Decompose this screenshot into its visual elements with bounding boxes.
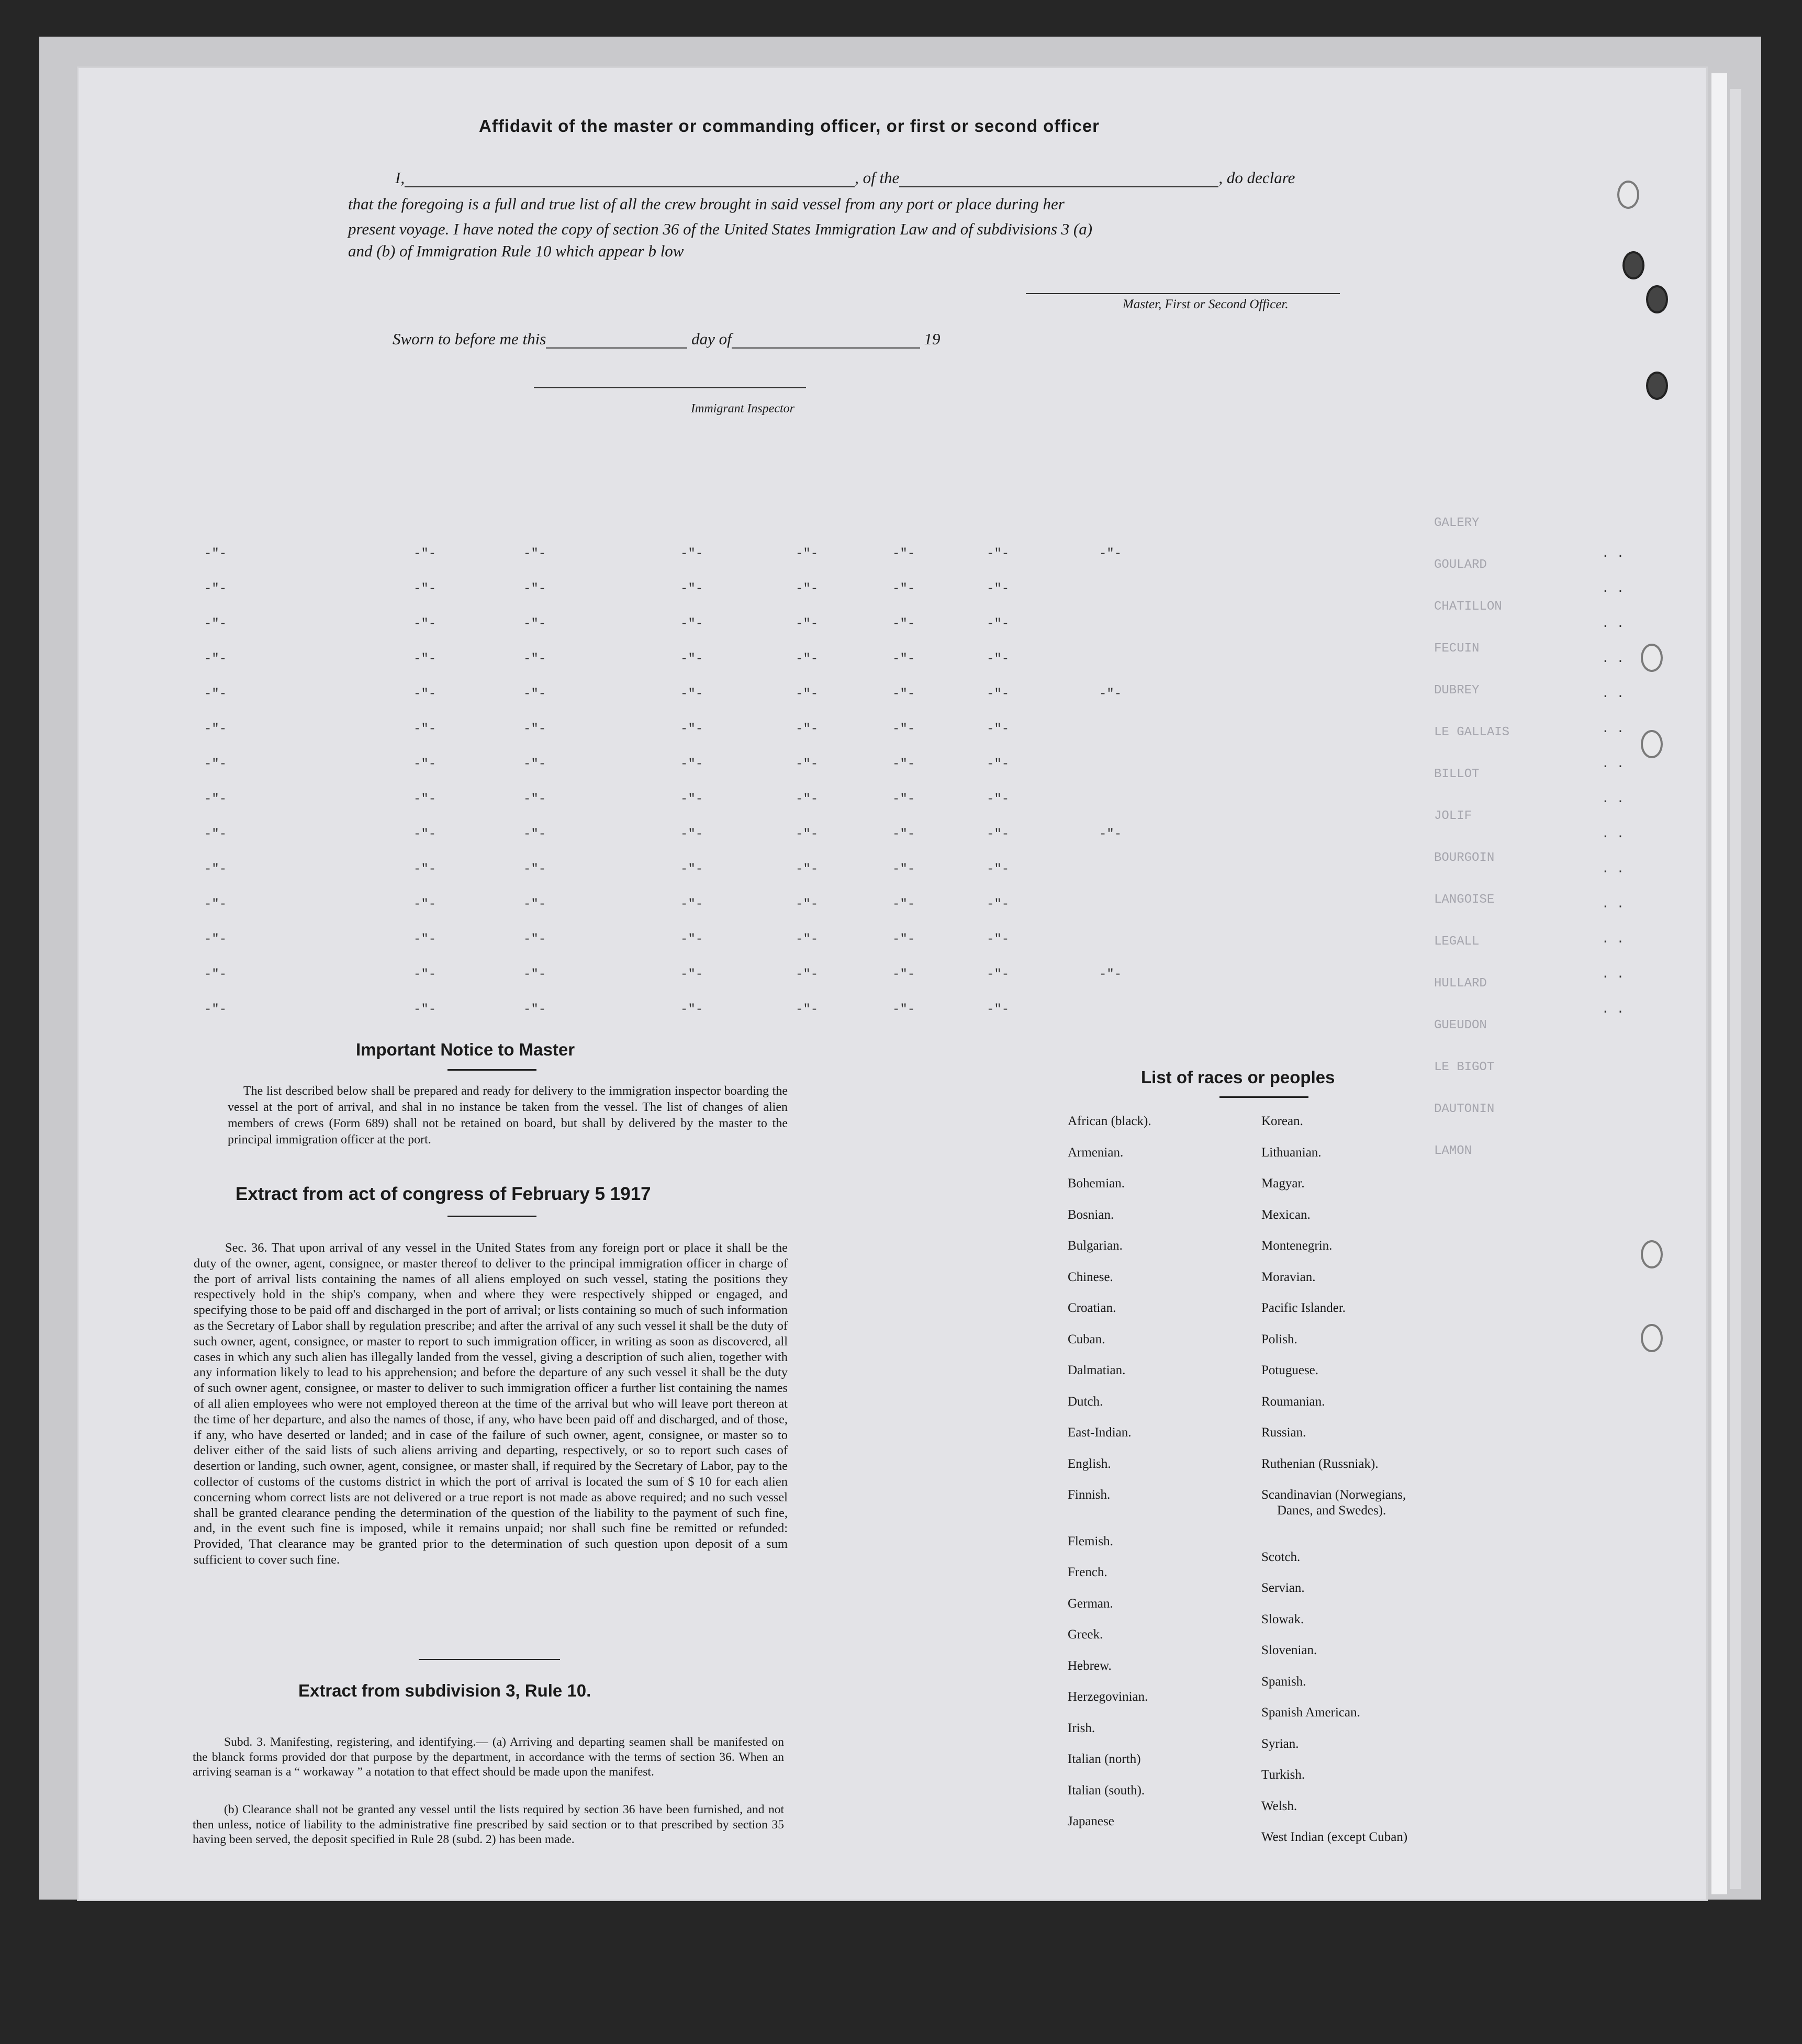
row-marker: . . — [1602, 547, 1625, 561]
ditto-mark: -"- — [892, 792, 915, 806]
race-item: Finnish. — [1068, 1488, 1111, 1502]
race-item: Roumanian. — [1261, 1394, 1325, 1409]
ditto-mark: -"- — [680, 792, 703, 806]
row-marker: . . — [1602, 617, 1625, 631]
ditto-mark: -"- — [523, 1003, 546, 1017]
extract1-text: Sec. 36. That upon arrival of any vessel in the United States from any foreign port or place it shall be the duty of the owner, agent, consignee, or master thereof to deliver to the principal immigration officer in charge of the port of arrival lists containing the names of all aliens employed on such vessel, stating the positions they respectively hold in the ship's company, when and where they were respectively shipped or engaged, and specifying those to be paid off and discharged in the port of arrival; or lists containing so much of such information as the Secretary of Labor shall by regulation prescribe; and after the arrival of any such vessel it shall be the duty of such owner, agent, consignee, or master to report to such immigration officer, in writing as soon as discovered, all cases in which any such alien has illegally landed from the vessel, giving a description of such alien, together with any information likely to lead to his apprehension; and before the departure of any such vessel it shall be the duty of such owner agent, consignee, or master to deliver to such immigration officer a further list containing the names of all alien employees who were not employed thereon at the time of the arrival but who will leave port thereon at the time of her departure, and also the names of those, if any, who have been paid off and discharged, and of those, if any, who have deserted or landed; and in case of the failure of such owner, agent, consignee, or master so to deliver either of the said lists of such aliens arriving and departing, respectively, or so to report such cases of desertion or landing, such owner, agent, consignee, or master shall, if required by the Secretary of Labor, pay to the collector of customs of the customs district in which the port of arrival is located the sum of $ 10 for each alien concerning whom correct lists are not delivered or a true report is not made as above required; and no such vessel shall be granted clearance pending the determination of the question of the liability to the payment of such fine, and, in the event such fine is imposed, while it remains unpaid; nor shall such fine be remitted or refunded: Provided, That clearance may be granted prior to the determination of such question upon deposit of a sum sufficient to cover such fine. — [194, 1241, 788, 1567]
notice-rule — [447, 1069, 536, 1071]
row-marker: . . — [1602, 827, 1625, 841]
race-item: Ruthenian (Russniak). — [1261, 1456, 1379, 1471]
race-item: Turkish. — [1261, 1768, 1305, 1782]
race-item: West Indian (except Cuban) — [1261, 1830, 1408, 1844]
race-item: Herzegovinian. — [1068, 1690, 1148, 1704]
ditto-mark: -"- — [680, 862, 703, 877]
race-item: Bosnian. — [1068, 1207, 1114, 1222]
race-item: Polish. — [1261, 1332, 1297, 1346]
ditto-mark: -"- — [204, 1003, 227, 1017]
affidavit-line-1 — [395, 169, 1295, 187]
ditto-mark: -"- — [523, 933, 546, 947]
affidavit-line-3: present voyage. I have noted the copy of section 36 of the United States Immigration Law and of subdivisions 3 (a) — [348, 220, 1093, 238]
master-signature-line[interactable] — [1026, 293, 1340, 294]
ditto-mark: -"- — [204, 757, 227, 771]
ditto-mark: -"- — [680, 1003, 703, 1017]
row-marker: . . — [1602, 582, 1625, 596]
notice-text: The list described below shall be prepared and ready for delivery to the immigration inspector boarding the vessel at the port of arrival, and shal in no instance be taken from the vessel. The list of changes of alien members of crews (Form 689) shall not be retained on board, but shall by delivered by the master to the principal immigration officer at the port. — [228, 1084, 788, 1147]
ditto-mark: -"- — [987, 617, 1010, 631]
ditto-mark: -"- — [523, 582, 546, 596]
binder-hole — [1646, 285, 1668, 313]
ditto-mark: -"- — [892, 617, 915, 631]
race-item: French. — [1068, 1565, 1107, 1579]
ditto-mark: -"- — [796, 792, 819, 806]
binder-hole — [1641, 644, 1663, 672]
ditto-mark: -"- — [796, 933, 819, 947]
ditto-mark: -"- — [413, 547, 436, 561]
race-item: Scotch. — [1261, 1549, 1301, 1564]
ditto-mark: -"- — [204, 862, 227, 877]
row-marker: . . — [1602, 792, 1625, 806]
race-item: Spanish American. — [1261, 1705, 1360, 1720]
race-item: Montenegrin. — [1261, 1239, 1333, 1253]
ditto-mark: -"- — [1099, 827, 1122, 841]
race-item: Lithuanian. — [1261, 1145, 1322, 1160]
bleed-through-text: GALERY GOULARD CHATILLON FECUIN DUBREY LE GALLAIS BILLOT JOLIF BOURGOIN LANGOISE LEGALL HULLARD GUEUDON LE BIGOT DAUTONIN LAMON — [1434, 516, 1510, 1158]
ditto-mark: -"- — [987, 862, 1010, 877]
row-marker: . . — [1602, 757, 1625, 771]
ditto-mark: -"- — [204, 722, 227, 736]
race-item: Italian (north) — [1068, 1752, 1141, 1766]
ditto-mark: -"- — [987, 757, 1010, 771]
ditto-mark: -"- — [987, 933, 1010, 947]
race-item: Pacific Islander. — [1261, 1301, 1346, 1315]
ditto-mark: -"- — [796, 827, 819, 841]
notice-title: Important Notice to Master — [356, 1040, 575, 1059]
ditto-mark: -"- — [987, 792, 1010, 806]
race-item: Slovenian. — [1261, 1643, 1317, 1657]
race-item: Hebrew. — [1068, 1658, 1112, 1673]
binder-hole — [1646, 372, 1668, 400]
race-item: Armenian. — [1068, 1145, 1124, 1160]
race-item: Russian. — [1261, 1425, 1306, 1440]
ditto-mark: -"- — [680, 652, 703, 666]
ditto-mark: -"- — [796, 582, 819, 596]
race-item — [1068, 1519, 1151, 1534]
ditto-mark: -"- — [523, 792, 546, 806]
ditto-mark: -"- — [523, 547, 546, 561]
race-item: Scandinavian (Norwegians, — [1261, 1488, 1406, 1502]
ditto-mark: -"- — [523, 827, 546, 841]
race-item: Magyar. — [1261, 1176, 1305, 1191]
row-marker: . . — [1602, 933, 1625, 947]
ditto-mark: -"- — [204, 968, 227, 982]
ditto-mark: -"- — [204, 792, 227, 806]
race-item: Danes, and Swedes). — [1277, 1503, 1386, 1518]
binder-hole — [1617, 181, 1639, 209]
sworn-label: Sworn to before me this — [393, 330, 546, 348]
binder-hole — [1641, 1324, 1663, 1352]
row-marker: . . — [1602, 1003, 1625, 1017]
ditto-mark: -"- — [204, 582, 227, 596]
ditto-mark: -"- — [204, 687, 227, 701]
ditto-mark: -"- — [413, 862, 436, 877]
sworn-day-blank[interactable] — [546, 347, 687, 349]
ditto-mark: -"- — [413, 792, 436, 806]
extract2-text-b: (b) Clearance shall not be granted any vessel until the lists required by section 36 have been furnished, and not then unless, notice of liability to the administrative fine prescribed by said section or to that prescribed by section 35 having been served, the deposit specified in Rule 28 (subd. 2) has been made. — [193, 1803, 784, 1846]
row-marker: . . — [1602, 862, 1625, 877]
race-item: Slowak. — [1261, 1612, 1304, 1626]
affidavit-title: Affidavit of the master or commanding officer, or first or second officer — [479, 116, 1100, 136]
ditto-mark: -"- — [413, 827, 436, 841]
sworn-line — [393, 330, 940, 349]
race-item: East-Indian. — [1068, 1425, 1132, 1440]
inspector-caption: Immigrant Inspector — [691, 402, 794, 415]
ditto-mark: -"- — [413, 933, 436, 947]
ditto-mark: -"- — [892, 582, 915, 596]
ditto-mark: -"- — [1099, 687, 1122, 701]
race-item: Mexican. — [1261, 1207, 1311, 1222]
race-item: Korean. — [1261, 1114, 1303, 1128]
row-marker: . . — [1602, 897, 1625, 912]
race-item: Greek. — [1068, 1627, 1103, 1642]
ditto-mark: -"- — [796, 722, 819, 736]
ditto-mark: -"- — [987, 968, 1010, 982]
ditto-mark: -"- — [523, 722, 546, 736]
ditto-mark: -"- — [892, 862, 915, 877]
ditto-mark: -"- — [796, 547, 819, 561]
ditto-mark: -"- — [892, 933, 915, 947]
extract2-top-rule — [419, 1659, 560, 1660]
ditto-mark: -"- — [987, 897, 1010, 912]
affidavit-line-4: and (b) of Immigration Rule 10 which appear b low — [348, 242, 684, 260]
ditto-mark: -"- — [204, 617, 227, 631]
extract1-rule — [447, 1216, 536, 1217]
race-item: African (black). — [1068, 1114, 1151, 1128]
ditto-mark: -"- — [413, 617, 436, 631]
ditto-mark: -"- — [680, 722, 703, 736]
affidavit-line-2: that the foregoing is a full and true list of all the crew brought in said vessel from any port or place during her — [348, 195, 1065, 213]
ditto-mark: -"- — [523, 757, 546, 771]
race-item: Cuban. — [1068, 1332, 1105, 1346]
master-caption: Master, First or Second Officer. — [1123, 297, 1289, 311]
ditto-mark: -"- — [413, 968, 436, 982]
extract2-title: Extract from subdivision 3, Rule 10. — [298, 1681, 591, 1700]
ditto-mark: -"- — [987, 652, 1010, 666]
ditto-mark: -"- — [892, 757, 915, 771]
binder-hole — [1622, 251, 1644, 279]
ditto-mark: -"- — [987, 1003, 1010, 1017]
ditto-mark: -"- — [680, 757, 703, 771]
ditto-mark: -"- — [413, 687, 436, 701]
ditto-mark: -"- — [523, 687, 546, 701]
ditto-mark: -"- — [680, 827, 703, 841]
ditto-mark: -"- — [413, 582, 436, 596]
race-item: Dutch. — [1068, 1394, 1103, 1409]
ditto-mark: -"- — [680, 547, 703, 561]
ditto-mark: -"- — [680, 582, 703, 596]
row-marker: . . — [1602, 652, 1625, 666]
vessel-blank[interactable] — [899, 186, 1218, 187]
races-column-2 — [1261, 1114, 1407, 1861]
races-column-1 — [1068, 1114, 1151, 1845]
ditto-mark: -"- — [892, 652, 915, 666]
ditto-mark: -"- — [892, 722, 915, 736]
race-item: Moravian. — [1261, 1270, 1316, 1284]
race-item: Dalmatian. — [1068, 1363, 1126, 1377]
ditto-mark: -"- — [204, 827, 227, 841]
race-item: Italian (south). — [1068, 1783, 1145, 1798]
ditto-mark: -"- — [413, 1003, 436, 1017]
race-item: Chinese. — [1068, 1270, 1113, 1284]
race-item: English. — [1068, 1456, 1111, 1471]
ditto-mark: -"- — [680, 968, 703, 982]
ditto-mark: -"- — [523, 862, 546, 877]
page-edge — [1730, 89, 1741, 1889]
race-item: Welsh. — [1261, 1799, 1297, 1813]
ditto-mark: -"- — [987, 547, 1010, 561]
ditto-mark: -"- — [796, 617, 819, 631]
ditto-mark: -"- — [413, 652, 436, 666]
ditto-mark: -"- — [987, 582, 1010, 596]
ditto-mark: -"- — [892, 1003, 915, 1017]
ditto-mark: -"- — [796, 687, 819, 701]
ditto-mark: -"- — [680, 687, 703, 701]
ditto-mark: -"- — [1099, 968, 1122, 982]
day-of-label: day of — [691, 330, 732, 348]
ditto-mark: -"- — [523, 897, 546, 912]
race-item: Flemish. — [1068, 1534, 1113, 1548]
ditto-mark: -"- — [523, 968, 546, 982]
ditto-mark: -"- — [523, 652, 546, 666]
page-edge — [1711, 73, 1727, 1894]
race-item: Bulgarian. — [1068, 1239, 1123, 1253]
race-item: Servian. — [1261, 1581, 1305, 1595]
row-marker: . . — [1602, 722, 1625, 736]
races-rule — [1219, 1096, 1308, 1098]
row-marker: . . — [1602, 687, 1625, 701]
ditto-mark: -"- — [523, 617, 546, 631]
name-blank[interactable] — [405, 186, 855, 187]
ditto-mark: -"- — [796, 968, 819, 982]
race-item: Japanese — [1068, 1814, 1114, 1828]
race-item: Bohemian. — [1068, 1176, 1125, 1191]
sworn-month-blank[interactable] — [732, 347, 920, 349]
ditto-mark: -"- — [413, 897, 436, 912]
extract1-title: Extract from act of congress of February 5 1917 — [236, 1184, 651, 1204]
binder-hole — [1641, 1240, 1663, 1268]
of-the-label: , of the — [855, 169, 900, 187]
ditto-mark: -"- — [892, 897, 915, 912]
ditto-mark: -"- — [796, 757, 819, 771]
do-declare-label: , do declare — [1218, 169, 1295, 187]
ditto-mark: -"- — [796, 652, 819, 666]
ditto-mark: -"- — [204, 897, 227, 912]
ditto-mark: -"- — [204, 652, 227, 666]
ditto-mark: -"- — [796, 862, 819, 877]
ditto-mark: -"- — [892, 687, 915, 701]
ditto-mark: -"- — [892, 547, 915, 561]
ditto-mark: -"- — [680, 897, 703, 912]
inspector-signature-line[interactable] — [534, 387, 806, 388]
race-item: German. — [1068, 1596, 1113, 1611]
ditto-mark: -"- — [413, 757, 436, 771]
race-item: Croatian. — [1068, 1301, 1116, 1315]
ditto-mark: -"- — [796, 897, 819, 912]
ditto-mark: -"- — [987, 687, 1010, 701]
ditto-mark: -"- — [796, 1003, 819, 1017]
races-title: List of races or peoples — [1141, 1068, 1335, 1087]
ditto-mark: -"- — [1099, 547, 1122, 561]
race-item: Spanish. — [1261, 1674, 1306, 1689]
race-item: Potuguese. — [1261, 1363, 1319, 1377]
ditto-mark: -"- — [680, 933, 703, 947]
ditto-mark: -"- — [987, 722, 1010, 736]
ditto-mark: -"- — [987, 827, 1010, 841]
race-item: Irish. — [1068, 1721, 1095, 1735]
ditto-mark: -"- — [680, 617, 703, 631]
row-marker: . . — [1602, 968, 1625, 982]
year-label: 19 — [924, 330, 941, 348]
binder-hole — [1641, 730, 1663, 758]
ditto-mark: -"- — [204, 933, 227, 947]
ditto-mark: -"- — [413, 722, 436, 736]
ditto-mark: -"- — [204, 547, 227, 561]
i-label: I, — [395, 169, 405, 187]
ditto-mark: -"- — [892, 968, 915, 982]
race-item: Syrian. — [1261, 1736, 1299, 1751]
ditto-mark: -"- — [892, 827, 915, 841]
extract2-text-a: Subd. 3. Manifesting, registering, and identifying.— (a) Arriving and departing seamen shall be manifested on the blanck forms provided dor that purpose by the department, in accordance with the terms of section 36. When an arriving seaman is a “ workaway ” a notation to that effect should be made upon the manifest. — [193, 1735, 784, 1779]
